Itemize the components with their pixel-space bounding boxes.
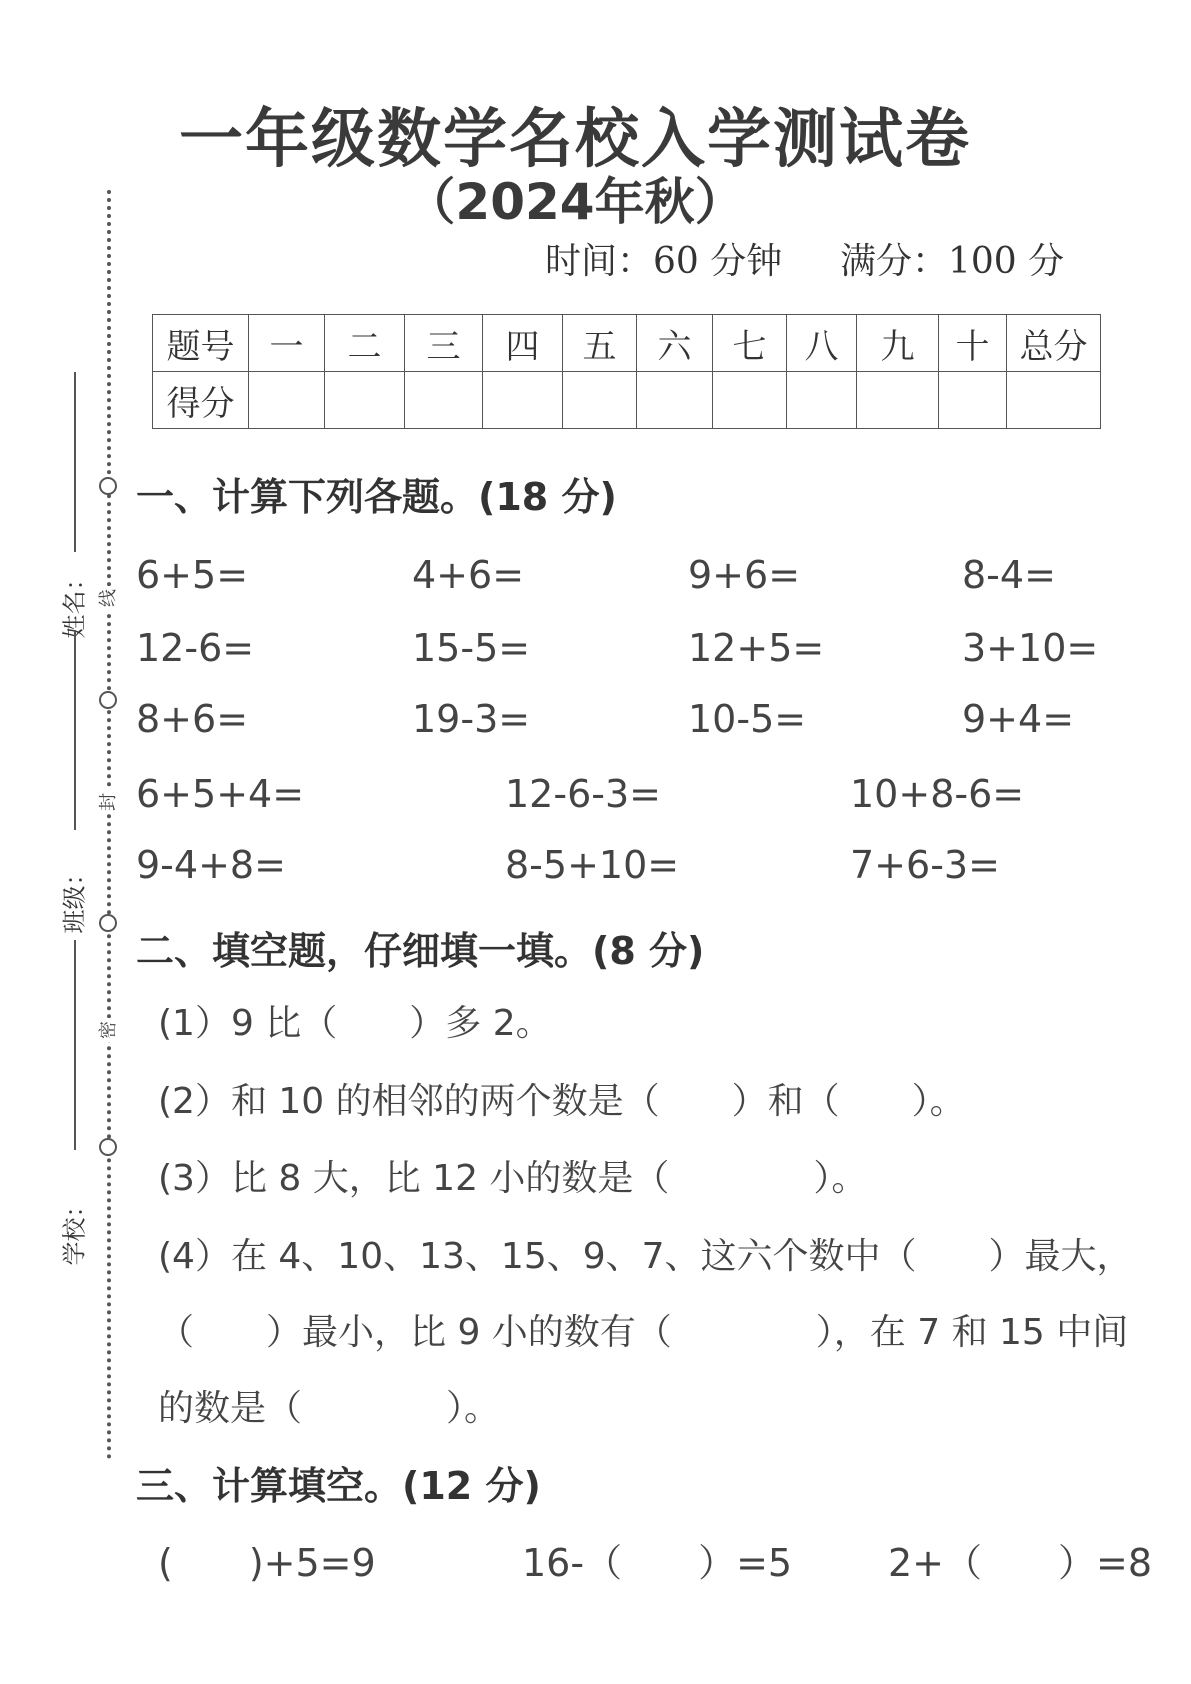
score-input-cell[interactable] bbox=[1007, 372, 1101, 429]
full-score: 满分：100 分 bbox=[840, 241, 1065, 282]
fill-question-4-line2: （ ）最小，比 9 小的数有（ ），在 7 和 15 中间 bbox=[158, 1312, 1129, 1353]
score-input-cell[interactable] bbox=[939, 372, 1007, 429]
table-cell: 二 bbox=[325, 315, 405, 372]
school-write-line bbox=[74, 940, 76, 1150]
score-input-cell[interactable] bbox=[249, 372, 325, 429]
score-input-cell[interactable] bbox=[713, 372, 787, 429]
equation: 12-6-3= bbox=[505, 772, 661, 816]
equation: ( )+5=9 bbox=[158, 1541, 376, 1585]
binding-mark-secret: 密 bbox=[97, 1018, 121, 1042]
table-cell: 题号 bbox=[153, 315, 249, 372]
name-write-line bbox=[74, 372, 76, 552]
equation: 19-3= bbox=[412, 697, 531, 741]
table-cell: 九 bbox=[857, 315, 939, 372]
binding-hole-3 bbox=[99, 914, 117, 932]
equation: 9+4= bbox=[962, 697, 1075, 741]
binding-mark-seal: 封 bbox=[97, 790, 121, 814]
score-table bbox=[152, 314, 1101, 429]
equation: 6+5= bbox=[136, 553, 249, 597]
fill-question-2: (2）和 10 的相邻的两个数是（ ）和（ ）。 bbox=[158, 1081, 966, 1122]
equation: 12-6= bbox=[136, 626, 255, 670]
equation: 9+6= bbox=[688, 553, 801, 597]
table-cell: 十 bbox=[939, 315, 1007, 372]
score-table-header-row bbox=[153, 315, 1101, 372]
table-cell: 一 bbox=[249, 315, 325, 372]
equation: 12+5= bbox=[688, 626, 825, 670]
table-cell: 总分 bbox=[1007, 315, 1101, 372]
score-input-cell[interactable] bbox=[857, 372, 939, 429]
binding-dotted-line bbox=[107, 190, 111, 1460]
equation: 4+6= bbox=[412, 553, 525, 597]
fill-question-3: (3）比 8 大，比 12 小的数是（ ）。 bbox=[158, 1158, 868, 1199]
table-cell: 四 bbox=[483, 315, 563, 372]
fill-question-4-line1: (4）在 4、10、13、15、9、7、这六个数中（ ）最大， bbox=[158, 1236, 1133, 1277]
class-label: 班级： bbox=[60, 861, 89, 934]
equation: 2+（ ）=8 bbox=[888, 1541, 1153, 1585]
school-label: 学校： bbox=[60, 1193, 89, 1266]
section2-heading: 二、填空题，仔细填一填。(8 分) bbox=[136, 929, 705, 973]
score-table-score-row bbox=[153, 372, 1101, 429]
table-cell: 八 bbox=[787, 315, 857, 372]
equation: 16-（ ）=5 bbox=[522, 1541, 793, 1585]
table-cell: 六 bbox=[637, 315, 713, 372]
binding-hole-4 bbox=[99, 1138, 117, 1156]
class-write-line bbox=[74, 630, 76, 830]
binding-hole-1 bbox=[99, 477, 117, 495]
fill-question-1: (1）9 比（ ）多 2。 bbox=[158, 1003, 552, 1044]
time-limit: 时间：60 分钟 bbox=[545, 241, 783, 282]
equation: 8-5+10= bbox=[505, 843, 680, 887]
equation: 8+6= bbox=[136, 697, 249, 741]
equation: 15-5= bbox=[412, 626, 531, 670]
table-cell: 五 bbox=[563, 315, 637, 372]
equation: 3+10= bbox=[962, 626, 1099, 670]
equation: 7+6-3= bbox=[850, 843, 1000, 887]
equation: 10-5= bbox=[688, 697, 807, 741]
score-input-cell[interactable] bbox=[563, 372, 637, 429]
section1-heading: 一、计算下列各题。(18 分) bbox=[136, 475, 617, 519]
score-input-cell[interactable] bbox=[405, 372, 483, 429]
equation: 6+5+4= bbox=[136, 772, 305, 816]
equation: 9-4+8= bbox=[136, 843, 286, 887]
score-input-cell[interactable] bbox=[325, 372, 405, 429]
equation: 8-4= bbox=[962, 553, 1056, 597]
score-input-cell[interactable] bbox=[637, 372, 713, 429]
table-cell: 得分 bbox=[153, 372, 249, 429]
equation: 10+8-6= bbox=[850, 772, 1025, 816]
score-input-cell[interactable] bbox=[483, 372, 563, 429]
binding-hole-2 bbox=[99, 691, 117, 709]
page-title: 一年级数学名校入学测试卷 bbox=[179, 103, 971, 177]
fill-question-4-line3: 的数是（ ）。 bbox=[158, 1388, 501, 1429]
table-cell: 七 bbox=[713, 315, 787, 372]
name-label: 姓名： bbox=[60, 566, 89, 639]
page-subtitle: （2024年秋） bbox=[405, 173, 745, 231]
section3-heading: 三、计算填空。(12 分) bbox=[136, 1464, 541, 1508]
binding-mark-line: 线 bbox=[97, 586, 121, 610]
table-cell: 三 bbox=[405, 315, 483, 372]
score-input-cell[interactable] bbox=[787, 372, 857, 429]
